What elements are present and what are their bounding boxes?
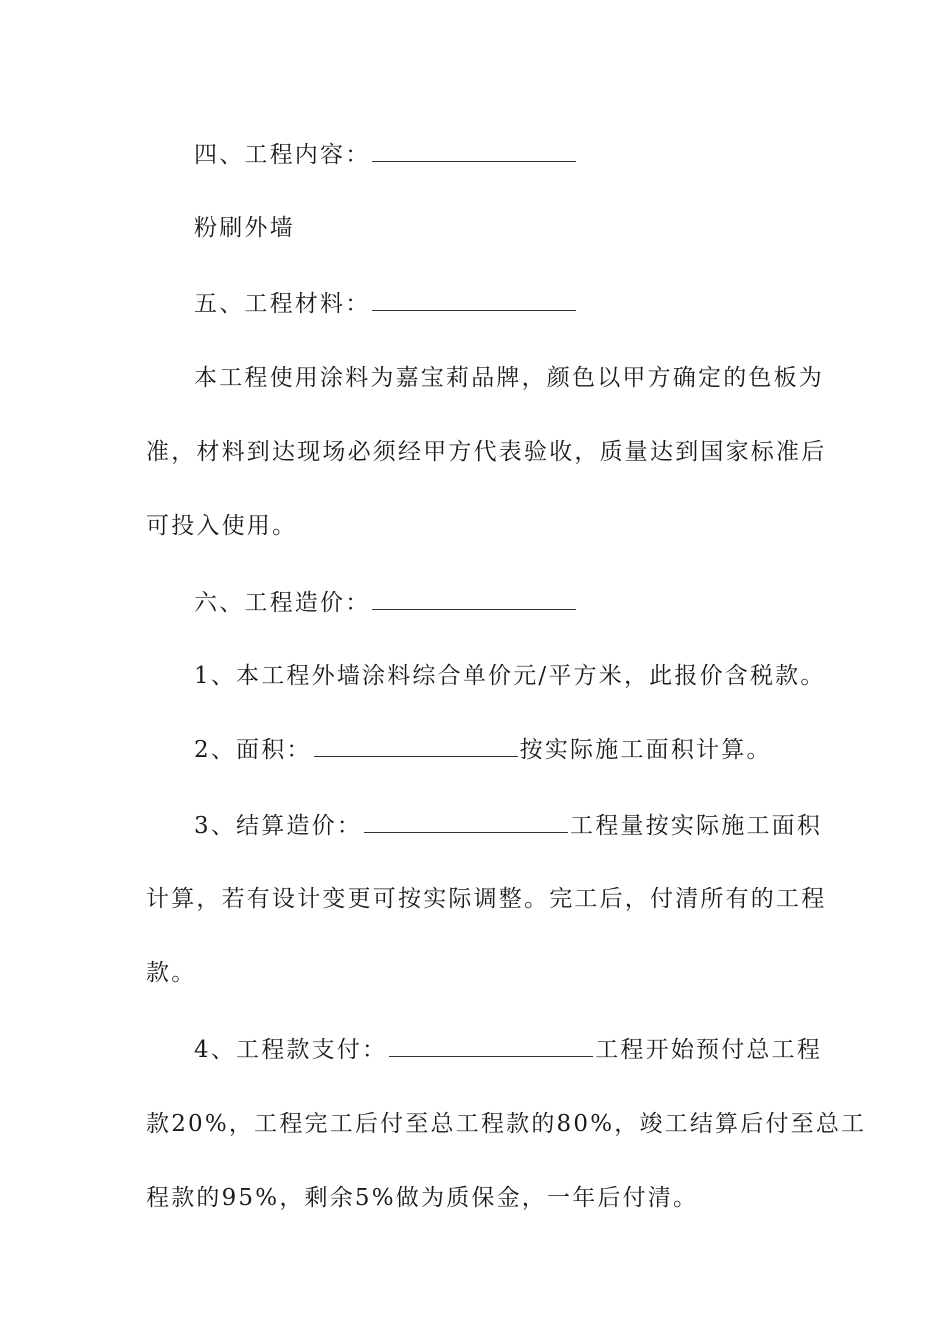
- fill-in-blank: [372, 589, 576, 610]
- section-6-item-3-line-2: 计算，若有设计变更可按实际调整。完工后，付清所有的工程: [146, 886, 827, 912]
- section-5-body-line-3: 可投入使用。: [146, 513, 298, 539]
- fill-in-blank: [364, 812, 568, 833]
- section-6-item-3: [194, 811, 822, 841]
- section-5-body-line-2: 准，材料到达现场必须经甲方代表验收，质量达到国家标准后: [146, 439, 827, 465]
- section-6-item-4-line-2: 款20%，工程完工后付至总工程款的80%，竣工结算后付至总工: [146, 1111, 867, 1137]
- section-4-body: 粉刷外墙: [194, 215, 295, 241]
- section-6-item-1: 1、本工程外墙涂料综合单价元/平方米，此报价含税款。: [194, 663, 826, 689]
- section-6-item-4-line-3: 程款的95%，剩余5%做为质保金，一年后付清。: [146, 1185, 699, 1211]
- section-5-body-line-1: 本工程使用涂料为嘉宝莉品牌，颜色以甲方确定的色板为: [194, 365, 824, 391]
- section-6-item-2: [194, 735, 772, 765]
- section-4-heading: 四、工程内容：: [194, 142, 371, 168]
- section-6-item-4: [194, 1035, 822, 1065]
- item-4-text: 工程开始预付总工程: [595, 1037, 823, 1063]
- fill-in-blank: [372, 141, 576, 162]
- fill-in-blank: [314, 736, 518, 757]
- section-6-heading-line: [194, 588, 578, 618]
- fill-in-blank: [372, 290, 576, 311]
- item-3-label: 3、结算造价：: [194, 813, 363, 839]
- section-6-heading: 六、工程造价：: [194, 590, 371, 616]
- item-4-label: 4、工程款支付：: [194, 1037, 388, 1063]
- section-4-heading-line: [194, 140, 578, 170]
- section-5-heading: 五、工程材料：: [194, 291, 371, 317]
- item-2-label: 2、面积：: [194, 737, 312, 763]
- item-2-text: 按实际施工面积计算。: [519, 737, 772, 763]
- section-6-item-3-line-3: 款。: [146, 960, 197, 986]
- item-3-text: 工程量按实际施工面积: [570, 813, 823, 839]
- section-5-heading-line: [194, 289, 578, 319]
- fill-in-blank: [389, 1036, 593, 1057]
